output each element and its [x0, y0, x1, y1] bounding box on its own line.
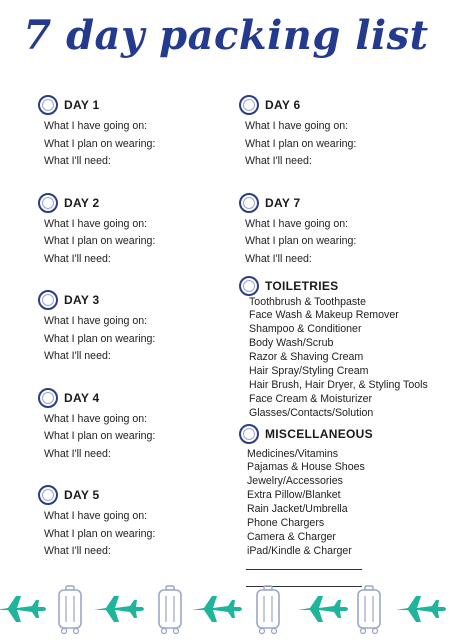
checkbox-circle-icon[interactable]: [239, 276, 259, 296]
airplane-icon: [0, 596, 46, 622]
toiletries-section: [239, 276, 439, 424]
day-3-block: [38, 289, 238, 387]
prompt-wearing: What I plan on wearing:: [44, 527, 156, 540]
list-item: Glasses/Contacts/Solution: [249, 406, 374, 419]
checkbox-circle-icon[interactable]: [38, 193, 58, 213]
list-item: Shampoo & Conditioner: [249, 323, 362, 336]
day-1-block: [38, 94, 238, 192]
suitcase-icon: [159, 586, 181, 634]
suitcase-icon: [358, 586, 380, 634]
list-item: Phone Chargers: [247, 516, 325, 529]
prompt-need: What I'll need:: [44, 155, 111, 167]
list-item: Pajamas & House Shoes: [247, 461, 365, 474]
footer-decoration: [0, 580, 452, 640]
prompt-wearing: What I plan on wearing:: [44, 332, 156, 345]
prompt-need: What I'll need:: [44, 447, 111, 460]
day-title: DAY 5: [64, 488, 100, 502]
airplane-icon: [298, 596, 348, 622]
list-item: Razor & Shaving Cream: [249, 351, 364, 364]
section-title: TOILETRIES: [265, 278, 339, 293]
prompt-need: What I'll need:: [245, 252, 312, 265]
list-item: iPad/Kindle & Charger: [247, 544, 352, 557]
list-item: Hair Spray/Styling Cream: [249, 364, 369, 377]
day-title: DAY 1: [64, 98, 100, 112]
airplane-icon: [94, 596, 144, 622]
day-5-block: [38, 484, 238, 582]
toiletries-list: [239, 296, 439, 421]
checkbox-circle-icon[interactable]: [38, 95, 58, 115]
checkbox-circle-icon[interactable]: [239, 95, 259, 115]
checkbox-circle-icon[interactable]: [38, 388, 58, 408]
airplane-icon: [396, 596, 446, 622]
left-column: [38, 94, 238, 582]
day-title: DAY 7: [265, 195, 301, 210]
day-4-block: [38, 387, 238, 485]
list-item: Body Wash/Scrub: [249, 337, 334, 350]
list-item: Hair Brush, Hair Dryer, & Styling Tools: [249, 378, 428, 391]
list-item: Medicines/Vitamins: [247, 447, 339, 460]
section-title: MISCELLANEOUS: [265, 426, 373, 441]
prompt-need: What I'll need:: [44, 545, 111, 557]
prompt-wearing: What I plan on wearing:: [245, 235, 357, 247]
prompt-need: What I'll need:: [44, 350, 111, 362]
prompt-going-on: What I have going on:: [44, 315, 148, 327]
right-column: [239, 94, 439, 559]
checkbox-circle-icon[interactable]: [38, 290, 58, 310]
list-item: Rain Jacket/Umbrella: [247, 503, 348, 516]
prompt-need: What I'll need:: [245, 155, 312, 167]
checkbox-circle-icon[interactable]: [38, 485, 58, 505]
list-item: Face Cream & Moisturizer: [249, 392, 373, 405]
prompt-wearing: What I plan on wearing:: [44, 137, 156, 150]
miscellaneous-list: [239, 448, 439, 559]
prompt-going-on: What I have going on:: [245, 217, 349, 230]
prompt-need: What I'll need:: [44, 252, 111, 265]
footer-icons: [0, 580, 452, 640]
list-item: Face Wash & Makeup Remover: [249, 309, 399, 322]
prompt-wearing: What I plan on wearing:: [44, 430, 156, 442]
day-7-block: [239, 192, 439, 276]
checkbox-circle-icon[interactable]: [239, 193, 259, 213]
list-item: Toothbrush & Toothpaste: [249, 295, 367, 308]
prompt-going-on: What I have going on:: [44, 412, 148, 425]
suitcase-icon: [257, 586, 279, 634]
prompt-going-on: What I have going on:: [44, 120, 148, 132]
list-item: Camera & Charger: [247, 530, 336, 543]
page-title: 7 day packing list: [23, 12, 429, 59]
day-title: DAY 3: [64, 293, 100, 307]
checkbox-circle-icon[interactable]: [239, 424, 259, 444]
airplane-icon: [192, 596, 242, 622]
day-2-block: [38, 192, 238, 290]
prompt-wearing: What I plan on wearing:: [245, 137, 357, 150]
list-item: Extra Pillow/Blanket: [247, 489, 341, 502]
day-title: DAY 6: [265, 98, 301, 112]
day-title: DAY 2: [64, 195, 100, 210]
suitcase-icon: [59, 586, 81, 634]
prompt-going-on: What I have going on:: [44, 510, 148, 522]
prompt-going-on: What I have going on:: [245, 120, 349, 132]
miscellaneous-section: [239, 424, 439, 559]
prompt-going-on: What I have going on:: [44, 217, 148, 230]
prompt-wearing: What I plan on wearing:: [44, 235, 156, 247]
list-item: Jewelry/Accessories: [247, 475, 343, 488]
day-6-block: [239, 94, 439, 192]
write-in-line[interactable]: [246, 569, 362, 570]
day-title: DAY 4: [64, 390, 100, 405]
